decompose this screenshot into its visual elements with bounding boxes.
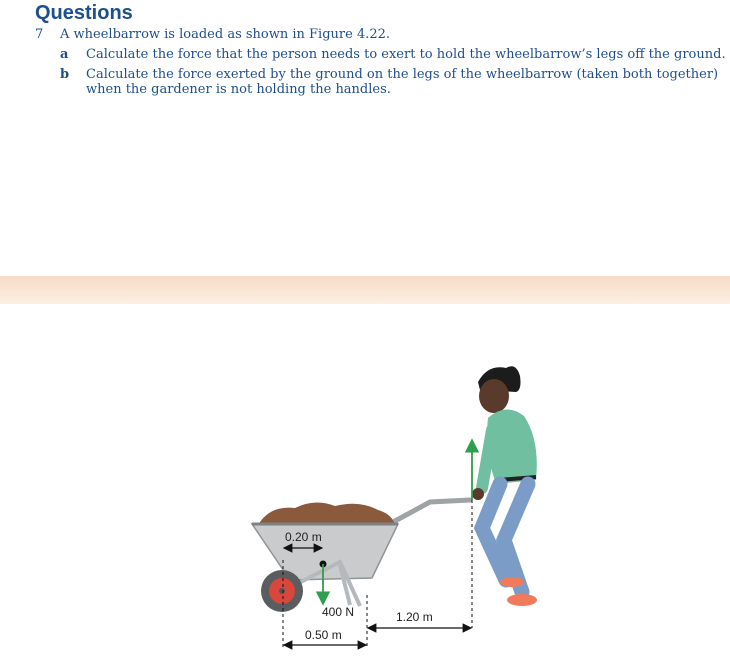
part-a-label: a — [60, 47, 69, 62]
part-b-label: b — [60, 67, 70, 82]
wheelbarrow — [252, 500, 470, 612]
part-a-text: Calculate the force that the person needs to exert to hold the wheelbarrow’s legs off the ground. — [86, 47, 726, 62]
part-b-text-line1: Calculate the force exerted by the ground on the legs of the wheelbarrow (taken both together) — [86, 67, 719, 82]
wheel-axle — [279, 588, 285, 594]
dimension-050-label: 0.50 m — [305, 628, 342, 642]
question-text: A wheelbarrow is loaded as shown in Figure 4.22. — [60, 27, 391, 42]
dimension-020-label: 0.20 m — [285, 530, 322, 544]
section-heading: Questions — [35, 2, 133, 24]
gardener-head — [479, 379, 509, 413]
soil-load — [258, 502, 395, 525]
gardener-arm — [482, 430, 492, 488]
question-number: 7 — [35, 27, 44, 42]
dimension-120-label: 1.20 m — [396, 610, 433, 624]
gardener-shoe-back — [500, 577, 524, 587]
load-label: 400 N — [322, 605, 355, 619]
gardener-shoe-front — [507, 594, 537, 606]
gardener-hand — [472, 488, 484, 500]
gardener — [472, 366, 537, 606]
part-b-text-line2: when the gardener is not holding the handles. — [86, 82, 391, 97]
